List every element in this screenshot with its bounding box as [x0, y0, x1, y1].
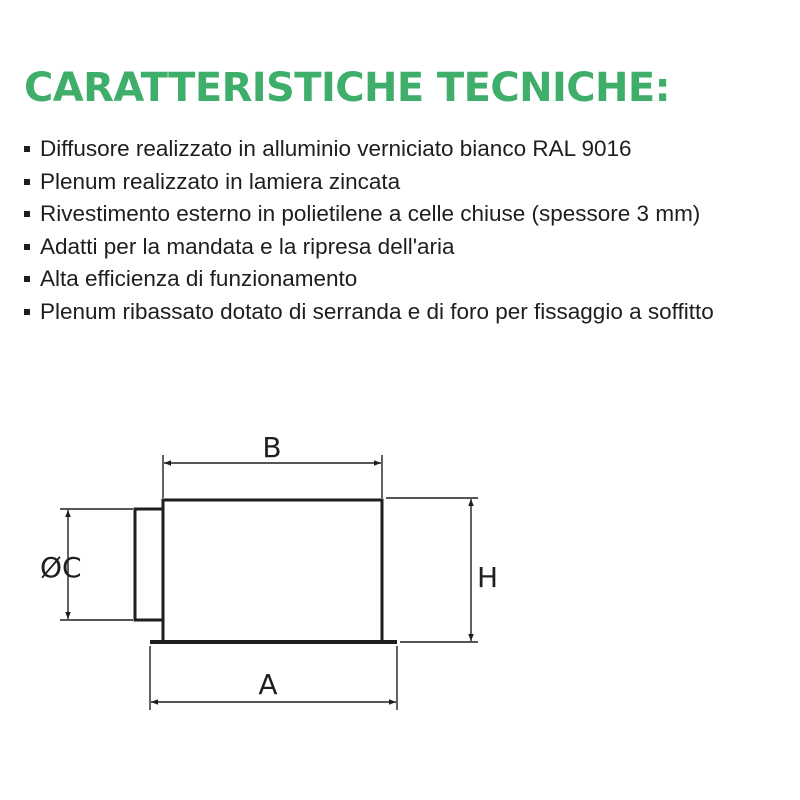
feature-text: Diffusore realizzato in alluminio verniciato bianco RAL 9016 — [40, 136, 632, 161]
plenum-body — [163, 500, 382, 642]
label-b: B — [262, 431, 282, 464]
label-h: H — [477, 561, 499, 594]
feature-text: Alta efficienza di funzionamento — [40, 266, 358, 291]
feature-text: Plenum ribassato dotato di serranda e di foro per fissaggio a soffitto — [40, 298, 714, 324]
label-a: A — [258, 668, 278, 701]
feature-text: Rivestimento esterno in polietilene a celle chiuse (spessore 3 mm) — [40, 201, 701, 226]
spigot-collar — [135, 509, 163, 620]
dimension-h — [386, 498, 478, 642]
feature-text: Plenum realizzato in lamiera zincata — [40, 168, 401, 194]
section-title: CARATTERISTICHE TECNICHE: — [24, 65, 670, 111]
label-c: ØC — [40, 551, 82, 584]
feature-text: Adatti per la mandata e la ripresa dell'aria — [40, 233, 455, 259]
